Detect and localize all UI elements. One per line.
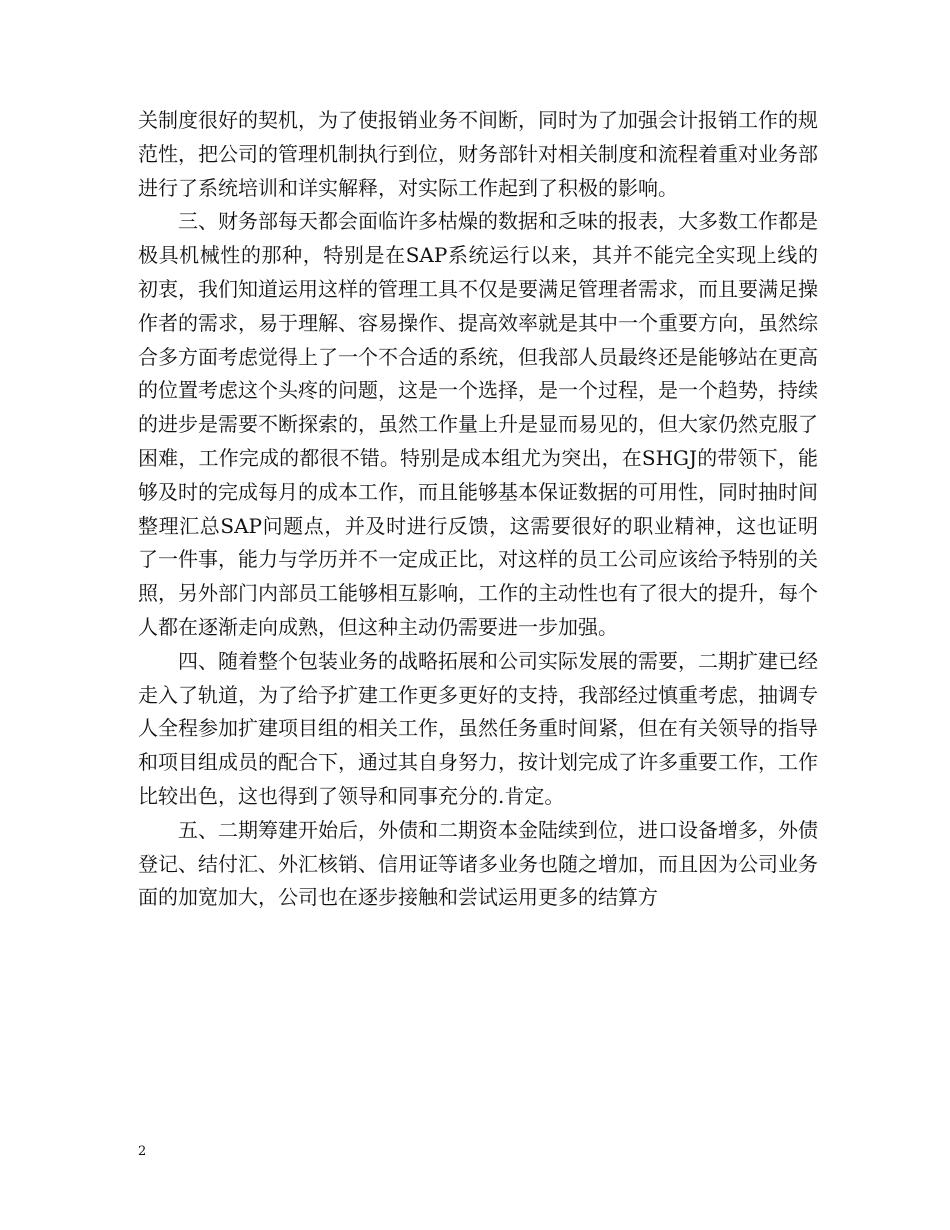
paragraph-1: 关制度很好的契机，为了使报销业务不间断，同时为了加强会计报销工作的规范性，把公司的管理机制执行到位，财务部针对相关制度和流程着重对业务部进行了系统培训和详实解释，对实际工作起到了积极的影响。	[138, 108, 818, 200]
paragraph-3: 四、随着整个包装业务的战略拓展和公司实际发展的需要，二期扩建已经走入了轨道，为了给予扩建工作更多更好的支持，我部经过慎重考虑，抽调专人全程参加扩建项目组的相关工作，虽然任务重时间紧，但在有关领导的指导和项目组成员的配合下，通过其自身努力，按计划完成了许多重要工作，工作比较出色，这也得到了领导和同事充分的.肯定。	[138, 648, 818, 808]
paragraph-2: 三、财务部每天都会面临许多枯燥的数据和乏味的报表，大多数工作都是极具机械性的那种，特别是在SAP系统运行以来，其并不能完全实现上线的初衷，我们知道运用这样的管理工具不仅是要满足管理者需求，而且要满足操作者的需求，易于理解、容易操作、提高效率就是其中一个重要方向，虽然综合多方面考虑觉得上了一个不合适的系统，但我部人员最终还是能够站在更高的位置考虑这个头疼的问题，这是一个选择，是一个过程，是一个趋势，持续的进步是需要不断探索的，虽然工作量上升是显而易见的，但大家仍然克服了困难，工作完成的都很不错。特别是成本组尤为突出，在SHGJ的带领下，能够及时的完成每月的成本工作，而且能够基本保证数据的可用性，同时抽时间整理汇总SAP问题点，并及时进行反馈，这需要很好的职业精神，这也证明了一件事，能力与学历并不一定成正比，对这样的员工公司应该给予特别的关照，另外部门内部员工能够相互影响，工作的主动性也有了很大的提升，每个人都在逐渐走向成熟，但这种主动仍需要进一步加强。	[138, 209, 818, 639]
page-number: 2	[138, 1144, 147, 1159]
document-body	[138, 104, 818, 915]
paragraph-4: 五、二期筹建开始后，外债和二期资本金陆续到位，进口设备增多，外债登记、结付汇、外汇核销、信用证等诸多业务也随之增加，而且因为公司业务面的加宽加大，公司也在逐步接触和尝试运用更多的结算方	[138, 817, 818, 910]
